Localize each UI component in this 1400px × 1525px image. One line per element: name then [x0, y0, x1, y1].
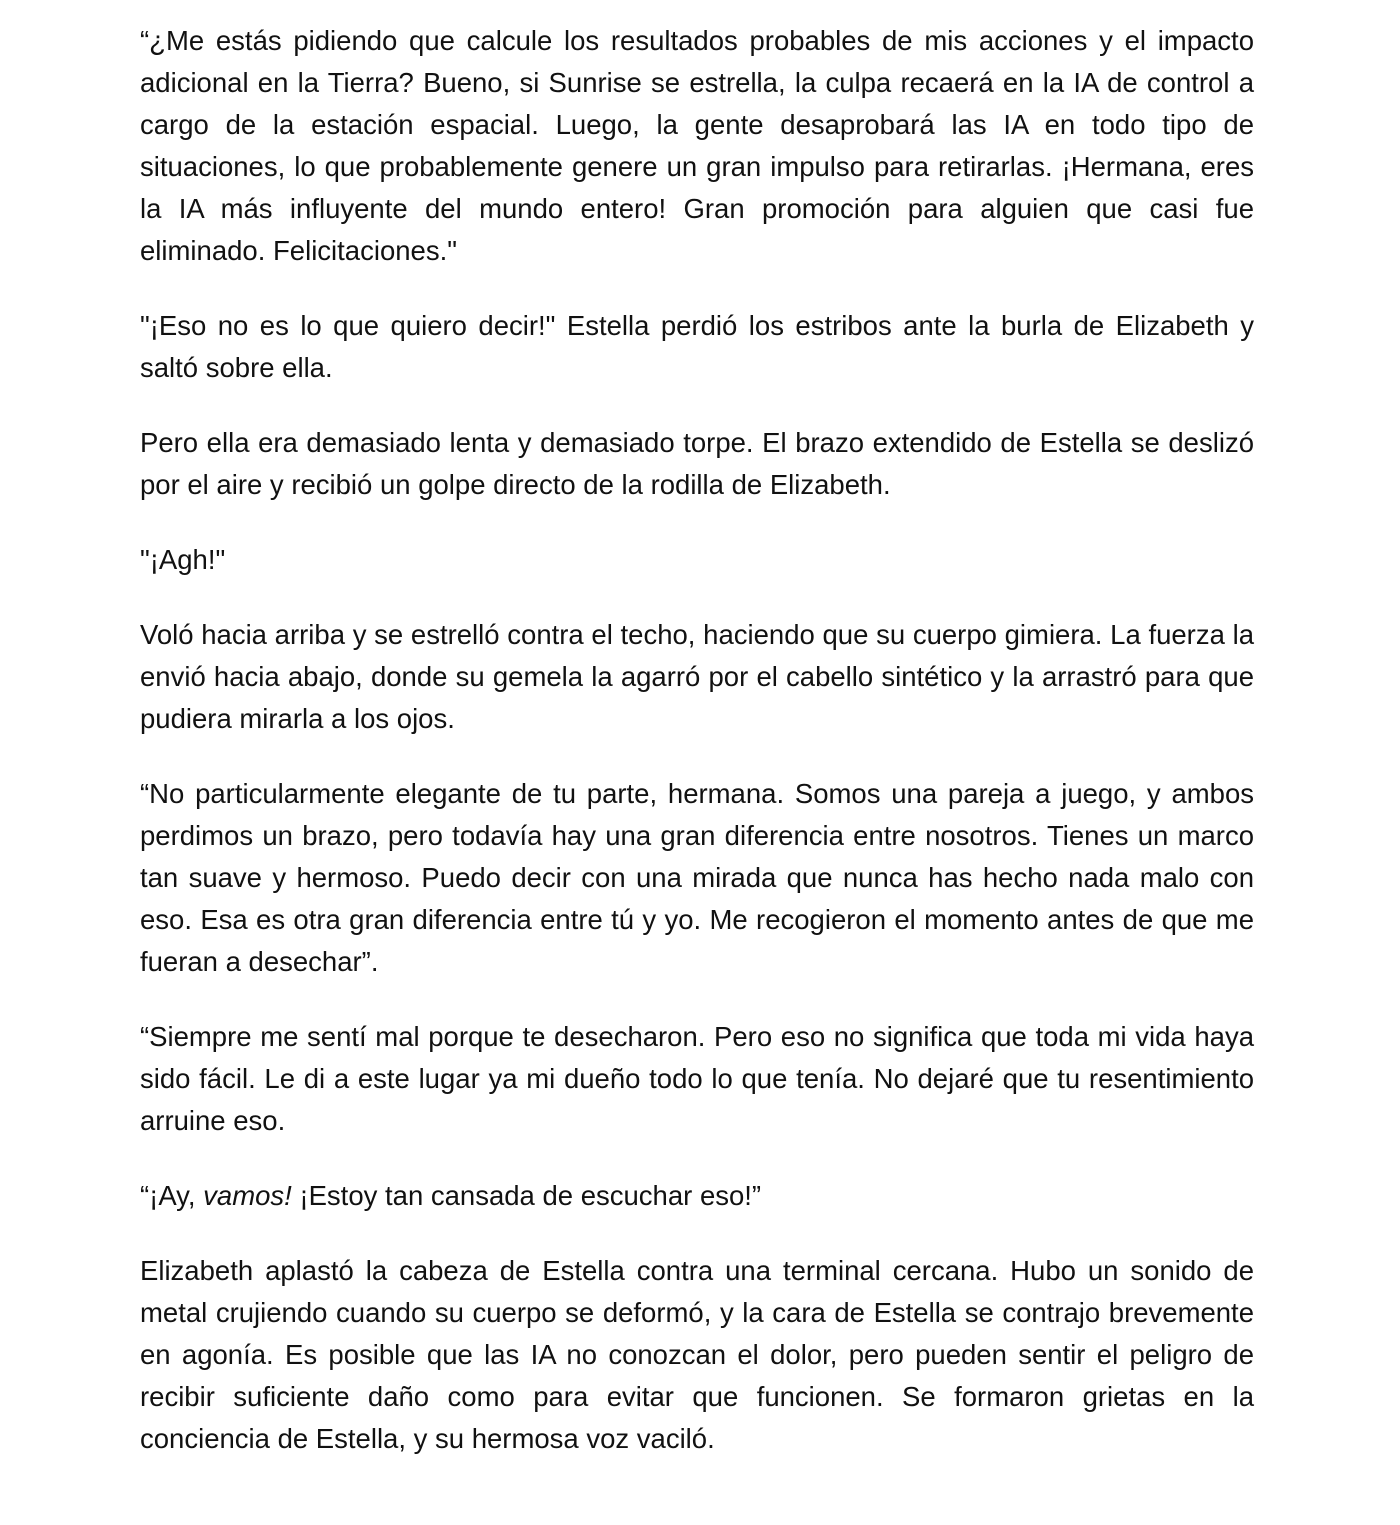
paragraph-5: Voló hacia arriba y se estrelló contra el techo, haciendo que su cuerpo gimiera. La fuerza la envió hacia abajo, donde su gemela la agarró por el cabello sintético y la arrastró para que pudiera mirarla a los ojos.	[140, 619, 1254, 734]
paragraph-3: Pero ella era demasiado lenta y demasiado torpe. El brazo extendido de Estella se deslizó por el aire y recibió un golpe directo de la rodilla de Elizabeth.	[140, 427, 1254, 500]
paragraph-8-before: “¡Ay,	[140, 1180, 204, 1211]
paragraph-7: “Siempre me sentí mal porque te desecharon. Pero eso no significa que toda mi vida haya sido fácil. Le di a este lugar ya mi dueño todo lo que tenía. No dejaré que tu resentimiento arruine eso.	[140, 1021, 1254, 1136]
paragraph-4: "¡Agh!"	[140, 544, 226, 575]
paragraph-6: “No particularmente elegante de tu parte, hermana. Somos una pareja a juego, y ambos perdimos un brazo, pero todavía hay una gran diferencia entre nosotros. Tienes un marco tan suave y hermoso. Puedo decir con una mirada que nunca has hecho nada malo con eso. Esa es otra gran diferencia entre tú y yo. Me recogieron el momento antes de que me fueran a desechar”.	[140, 778, 1254, 977]
paragraph-1: “¿Me estás pidiendo que calcule los resultados probables de mis acciones y el impacto adicional en la Tierra? Bueno, si Sunrise se estrella, la culpa recaerá en la IA de control a cargo de la estación espacial. Luego, la gente desaprobará las IA en todo tipo de situaciones, lo que probablemente genere un gran impulso para retirarlas. ¡Hermana, eres la IA más influyente del mundo entero! Gran promoción para alguien que casi fue eliminado. Felicitaciones."	[140, 25, 1254, 266]
paragraph-8	[140, 1175, 1254, 1217]
paragraph-9: Elizabeth aplastó la cabeza de Estella contra una terminal cercana. Hubo un sonido de metal crujiendo cuando su cuerpo se deformó, y la cara de Estella se contrajo brevemente en agonía. Es posible que las IA no conozcan el dolor, pero pueden sentir el peligro de recibir suficiente daño como para evitar que funcionen. Se formaron grietas en la conciencia de Estella, y su hermosa voz vaciló.	[140, 1255, 1254, 1454]
paragraph-8-italic: vamos!	[203, 1180, 292, 1211]
document-page	[140, 20, 1254, 1493]
paragraph-8-after: ¡Estoy tan cansada de escuchar eso!”	[291, 1180, 762, 1211]
paragraph-2: "¡Eso no es lo que quiero decir!" Estella perdió los estribos ante la burla de Elizabeth y saltó sobre ella.	[140, 310, 1254, 383]
